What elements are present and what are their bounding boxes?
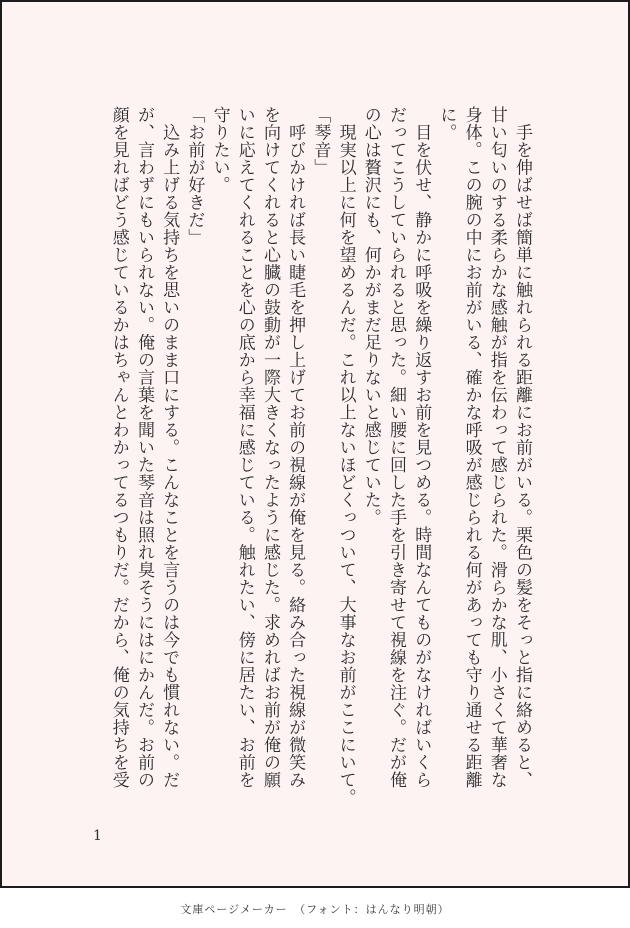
text-line: 手を伸ばせば簡単に触れられる距離にお前がいる。栗色の髪をそっと指に絡めると、 — [512, 106, 532, 789]
vertical-text-body — [82, 106, 534, 818]
text-line: 「お前が好きだ」 — [184, 106, 205, 246]
text-line: の心は贅沢にも、何かがまだ足りないと感じていた。 — [360, 106, 381, 526]
text-line: に。 — [436, 106, 457, 141]
text-line: だってこうしていられると思った。細い腰に回した手を引き寄せて視線を注ぐ。だが俺 — [385, 106, 406, 789]
text-line: が、言わずにもいられない。俺の言葉を聞いた琴音は照れ臭そうにはにかんだ。お前の — [133, 106, 154, 789]
text-line: 顔を見ればどう感じているかはちゃんとわかってるつもりだ。だから、俺の気持ちを受 — [108, 106, 129, 789]
text-line: 甘い匂いのする柔らかな感触が指を伝わって感じられた。滑らかな肌、小さくて華奢な — [486, 106, 507, 789]
text-line: 現実以上に何を望めるんだ。これ以上ないほどくっついて、大事なお前がここにいて。 — [335, 106, 356, 806]
text-line: 守りたい。 — [209, 106, 230, 194]
text-line: 「琴音」 — [310, 106, 331, 176]
text-line: 身体。この腕の中にお前がいる、確かな呼吸が感じられる何があっても守り通せる距離 — [461, 106, 482, 789]
text-line: 込み上げる気持ちを思いのまま口にする。こんなことを言うのは今でも慣れない。だ — [159, 106, 180, 789]
text-line: を向けてくれると心臓の鼓動が一際大きくなったように感じた。求めればお前が俺の願 — [259, 106, 280, 789]
text-line: 呼びかければ長い睫毛を押し上げてお前の視線が俺を見る。絡み合った視線が微笑み — [285, 106, 306, 789]
footer-caption: 文庫ページメーカー （フォント：はんなり明朝） — [180, 903, 450, 916]
text-line: 目を伏せ、静かに呼吸を繰り返すお前を見つめる。時間なんてものがなければいくら — [411, 106, 432, 789]
text-line: いに応えてくれることを心の底から幸福に感じている。触れたい、傍に居たい、お前を — [234, 106, 255, 789]
page-number: 1 — [93, 828, 102, 844]
